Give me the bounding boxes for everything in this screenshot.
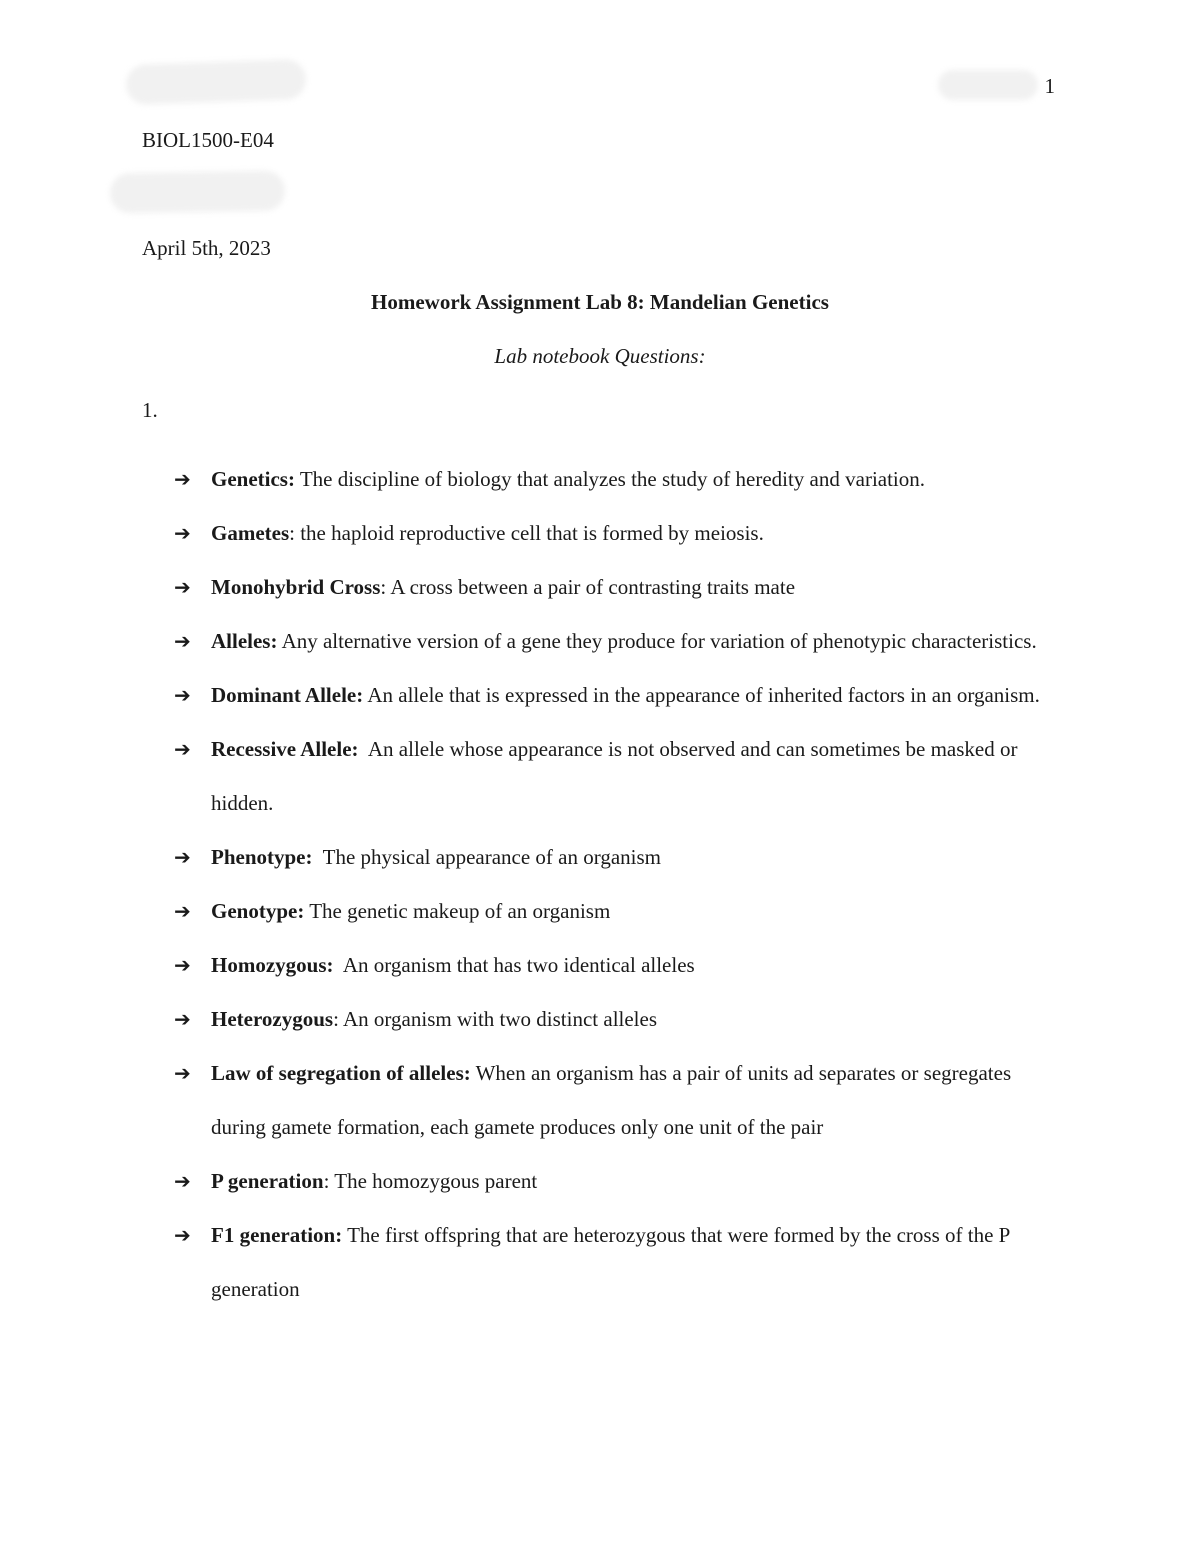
question-number: 1. <box>142 398 158 422</box>
definition-item <box>174 1208 1064 1316</box>
arrow-bullet-icon: ➔ <box>174 467 191 491</box>
arrow-bullet-icon: ➔ <box>174 575 191 599</box>
arrow-bullet-icon: ➔ <box>174 1007 191 1031</box>
definition-item <box>174 830 1064 884</box>
definition-text: An allele whose appearance is not observed and can sometimes be masked or hidden. <box>211 737 1023 815</box>
definition-text: : The homozygous parent <box>323 1169 538 1193</box>
definition-text: The physical appearance of an organism <box>312 845 662 869</box>
definition-term: Heterozygous <box>211 1007 334 1031</box>
definition-text: When an organism has a pair of units ad separates or segregates during gamete formation, each gamete produces only one unit of the pair <box>211 1061 1017 1139</box>
definition-item <box>174 1154 1064 1208</box>
arrow-bullet-icon: ➔ <box>174 521 191 545</box>
document-subtitle: Lab notebook Questions: <box>494 344 706 368</box>
redacted-header-name <box>938 70 1038 100</box>
document-date: April 5th, 2023 <box>142 236 271 260</box>
definition-term: Genetics: <box>211 467 295 491</box>
document-title: Homework Assignment Lab 8: Mandelian Genetics <box>371 290 829 314</box>
definition-text: An organism that has two identical alleles <box>333 953 695 977</box>
definition-term: F1 generation: <box>211 1223 343 1247</box>
definition-item <box>174 1046 1064 1154</box>
definition-item <box>174 884 1064 938</box>
definition-text: The genetic makeup of an organism <box>304 899 611 923</box>
definition-term: Genotype: <box>211 899 305 923</box>
definition-item <box>174 938 1064 992</box>
arrow-bullet-icon: ➔ <box>174 1169 191 1193</box>
definition-item <box>174 614 1064 668</box>
arrow-bullet-icon: ➔ <box>174 845 191 869</box>
definition-text: Any alternative version of a gene they produce for variation of phenotypic characteristics. <box>277 629 1037 653</box>
arrow-bullet-icon: ➔ <box>174 953 191 977</box>
definition-text: An allele that is expressed in the appearance of inherited factors in an organism. <box>363 683 1040 707</box>
definition-text: The first offspring that are heterozygous that were formed by the cross of the P generation <box>211 1223 1015 1301</box>
definition-text: : An organism with two distinct alleles <box>333 1007 658 1031</box>
definition-item <box>174 722 1064 830</box>
definition-item <box>174 668 1064 722</box>
definition-term: Homozygous: <box>211 953 334 977</box>
arrow-bullet-icon: ➔ <box>174 1223 191 1247</box>
arrow-bullet-icon: ➔ <box>174 683 191 707</box>
definition-item <box>174 560 1064 614</box>
definition-term: Monohybrid Cross <box>211 575 381 599</box>
page-number: 1 <box>1044 74 1055 98</box>
definition-text: : the haploid reproductive cell that is formed by meiosis. <box>289 521 764 545</box>
definition-term: Recessive Allele: <box>211 737 359 761</box>
definitions-list <box>174 452 1064 1316</box>
definition-item <box>174 452 1064 506</box>
definition-item <box>174 506 1064 560</box>
course-code: BIOL1500-E04 <box>142 128 274 152</box>
redacted-instructor <box>110 170 286 213</box>
definition-term: Gametes <box>211 521 290 545</box>
definition-term: Dominant Allele: <box>211 683 364 707</box>
arrow-bullet-icon: ➔ <box>174 629 191 653</box>
definition-term: Law of segregation of alleles: <box>211 1061 471 1085</box>
arrow-bullet-icon: ➔ <box>174 899 191 923</box>
definition-text: : A cross between a pair of contrasting traits mate <box>380 575 796 599</box>
redacted-name <box>125 59 306 105</box>
arrow-bullet-icon: ➔ <box>174 737 191 761</box>
definition-term: Alleles: <box>211 629 278 653</box>
definition-term: Phenotype: <box>211 845 313 869</box>
definition-item <box>174 992 1064 1046</box>
definition-text: The discipline of biology that analyzes the study of heredity and variation. <box>294 467 926 491</box>
arrow-bullet-icon: ➔ <box>174 1061 191 1085</box>
definition-term: P generation <box>211 1169 324 1193</box>
